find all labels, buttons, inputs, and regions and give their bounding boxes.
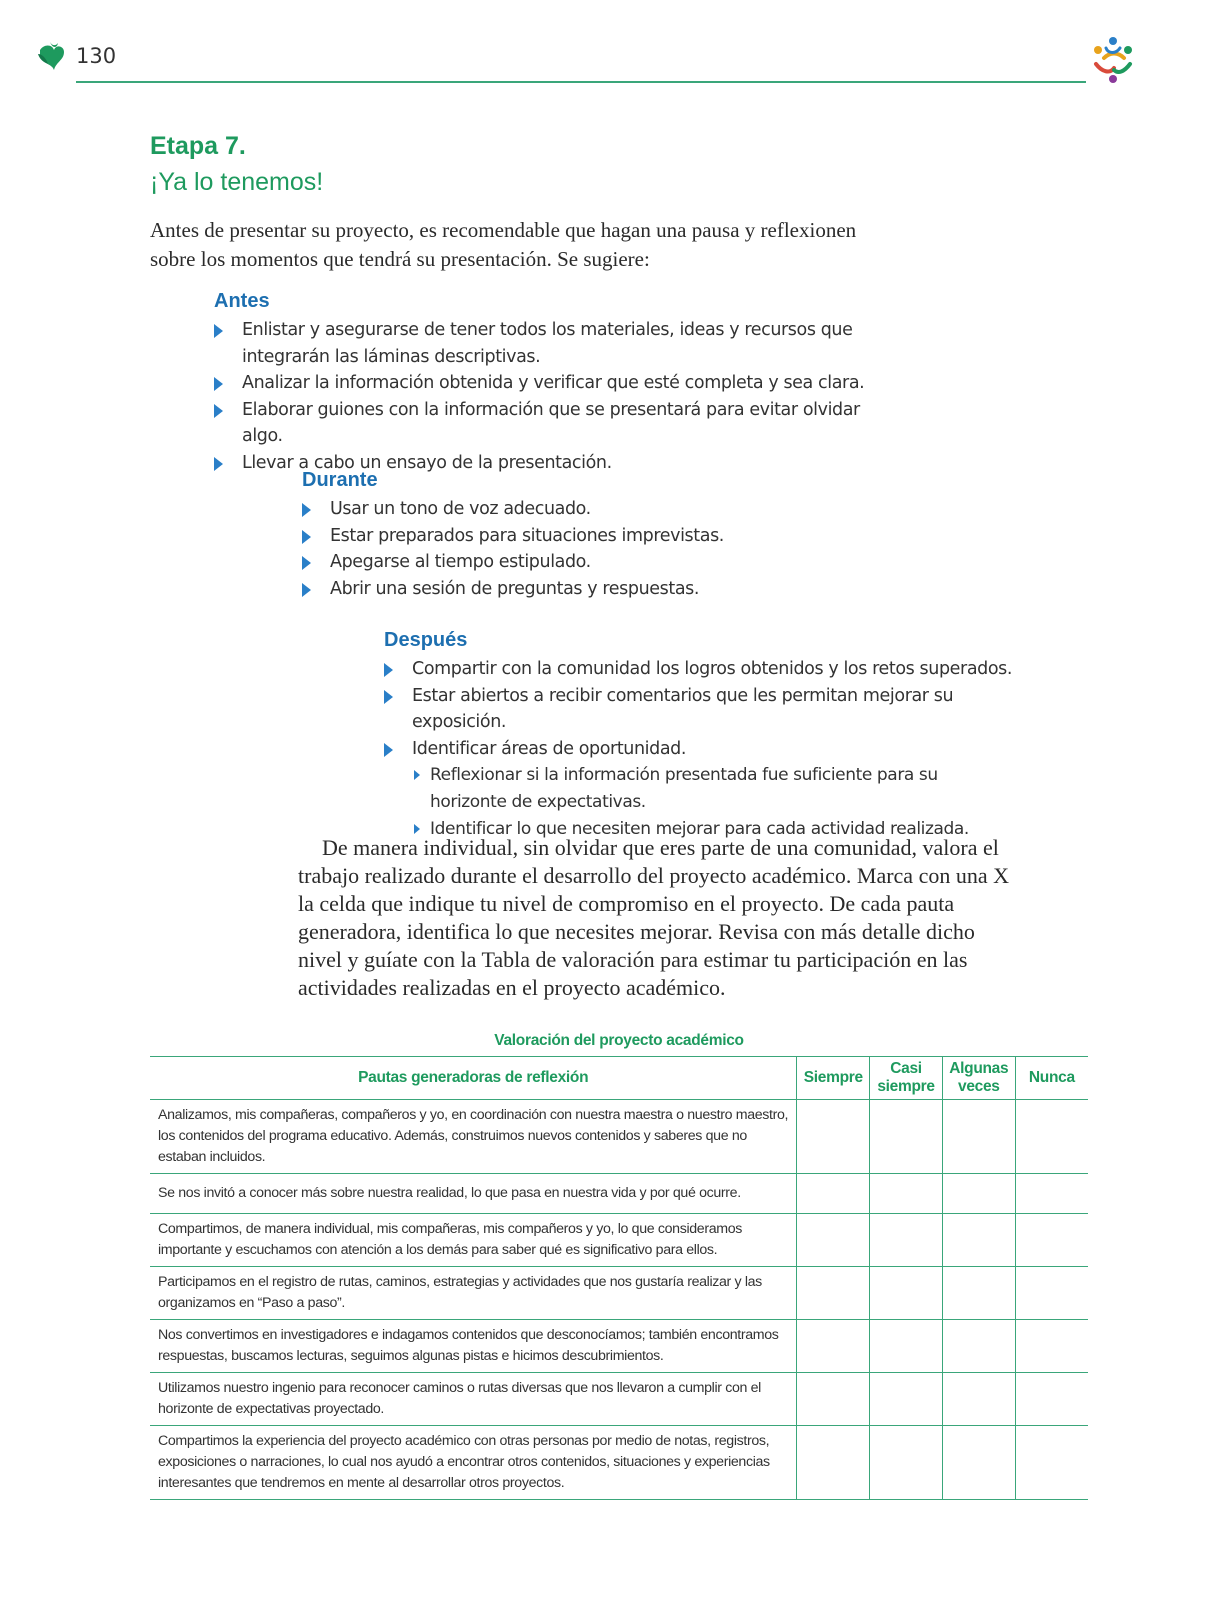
despues-sublist — [412, 762, 992, 843]
list-item: Enlistar y asegurarse de tener todos los materiales, ideas y recursos que integrarán las láminas descriptivas. — [214, 317, 894, 370]
section-despues — [384, 629, 1024, 843]
table-row — [150, 1373, 1088, 1426]
siempre-cell[interactable] — [797, 1320, 870, 1373]
list-item: Llevar a cabo un ensayo de la presentación. — [214, 450, 894, 477]
algunas-veces-cell[interactable] — [942, 1214, 1015, 1267]
evaluation-table — [150, 1056, 1088, 1500]
list-item: Analizar la información obtenida y verificar que esté completa y sea clara. — [214, 370, 894, 397]
nunca-cell[interactable] — [1015, 1174, 1088, 1214]
page-number: 130 — [76, 44, 117, 68]
list-item: Usar un tono de voz adecuado. — [302, 496, 922, 523]
list-item: Estar abiertos a recibir comentarios que les permitan mejorar su exposición. — [384, 683, 1024, 736]
bullet-triangle-icon — [214, 457, 223, 471]
siempre-cell[interactable] — [797, 1100, 870, 1174]
criterion-cell: Utilizamos nuestro ingenio para reconocer caminos o rutas diversas que nos llevaron a cumplir con el horizonte de expectativas proyectado. — [150, 1373, 797, 1426]
casi-siempre-cell[interactable] — [870, 1426, 943, 1500]
casi-siempre-cell[interactable] — [870, 1100, 943, 1174]
algunas-veces-cell[interactable] — [942, 1320, 1015, 1373]
algunas-veces-cell[interactable] — [942, 1426, 1015, 1500]
antes-list — [214, 317, 894, 476]
list-item: Identificar áreas de oportunidad. — [384, 736, 1024, 763]
siempre-cell[interactable] — [797, 1373, 870, 1426]
durante-list — [302, 496, 922, 602]
siempre-cell[interactable] — [797, 1267, 870, 1320]
header-casi-siempre: Casi siempre — [870, 1057, 943, 1100]
table-row — [150, 1267, 1088, 1320]
list-item: Estar preparados para situaciones imprevistas. — [302, 523, 922, 550]
reflection-paragraph: De manera individual, sin olvidar que eres parte de una comunidad, valora el trabajo realizado durante el desarrollo del proyecto académico. Marca con una X la celda que indique tu nivel de compromiso en el proyecto. De cada pauta generadora, identifica lo que necesites mejorar. Revisa con más detalle dicho nivel y guíate con la Tabla de valoración para estimar tu participación en las actividades realizadas en el proyecto académico. — [298, 835, 1009, 1000]
table-row — [150, 1320, 1088, 1373]
table-caption: Valoración del proyecto académico — [494, 1032, 744, 1049]
algunas-veces-cell[interactable] — [942, 1100, 1015, 1174]
criterion-cell: Compartimos, de manera individual, mis compañeras, mis compañeros y yo, lo que consideramos importante y escuchamos con atención a los demás para saber qué es significativo para ellos. — [150, 1214, 797, 1267]
book-sprout-logo-icon — [36, 40, 68, 74]
section-heading-despues: Después — [384, 629, 468, 651]
nunca-cell[interactable] — [1015, 1267, 1088, 1320]
nunca-cell[interactable] — [1015, 1426, 1088, 1500]
table-row — [150, 1100, 1088, 1174]
bullet-triangle-icon — [302, 556, 311, 570]
table-row — [150, 1214, 1088, 1267]
siempre-cell[interactable] — [797, 1214, 870, 1267]
bullet-triangle-icon — [384, 663, 393, 677]
bullet-triangle-icon — [302, 583, 311, 597]
algunas-veces-cell[interactable] — [942, 1267, 1015, 1320]
header-siempre: Siempre — [797, 1057, 870, 1100]
section-antes — [214, 290, 894, 476]
table-header-row — [150, 1057, 1088, 1100]
list-item: Abrir una sesión de preguntas y respuestas. — [302, 576, 922, 603]
list-item: Apegarse al tiempo estipulado. — [302, 549, 922, 576]
nunca-cell[interactable] — [1015, 1373, 1088, 1426]
casi-siempre-cell[interactable] — [870, 1320, 943, 1373]
intro-paragraph: Antes de presentar su proyecto, es recomendable que hagan una pausa y reflexionen sobre los momentos que tendrá su presentación. Se sugiere: — [150, 218, 857, 271]
table-row — [150, 1426, 1088, 1500]
algunas-veces-cell[interactable] — [942, 1174, 1015, 1214]
list-item: Elaborar guiones con la información que se presentará para evitar olvidar algo. — [214, 397, 894, 450]
algunas-veces-cell[interactable] — [942, 1373, 1015, 1426]
bullet-triangle-icon — [384, 690, 393, 704]
community-people-logo-icon — [1086, 34, 1140, 86]
bullet-triangle-icon — [302, 503, 311, 517]
siempre-cell[interactable] — [797, 1174, 870, 1214]
list-item: Identificar lo que necesiten mejorar para cada actividad realizada. — [412, 816, 992, 843]
nunca-cell[interactable] — [1015, 1320, 1088, 1373]
header-divider — [76, 81, 1086, 83]
header-criteria: Pautas generadoras de reflexión — [150, 1057, 797, 1100]
bullet-triangle-icon — [214, 324, 223, 338]
nunca-cell[interactable] — [1015, 1100, 1088, 1174]
nunca-cell[interactable] — [1015, 1214, 1088, 1267]
criterion-cell: Nos convertimos en investigadores e indagamos contenidos que desconocíamos; también encontramos respuestas, buscamos lecturas, seguimos algunas pistas e hicimos descubrimientos. — [150, 1320, 797, 1373]
siempre-cell[interactable] — [797, 1426, 870, 1500]
despues-list — [384, 656, 1024, 762]
section-durante — [302, 469, 922, 602]
header-nunca: Nunca — [1015, 1057, 1088, 1100]
bullet-triangle-icon — [214, 377, 223, 391]
criterion-cell: Se nos invitó a conocer más sobre nuestra realidad, lo que pasa en nuestra vida y por qué ocurre. — [150, 1174, 797, 1214]
stage-subtitle: ¡Ya lo tenemos! — [150, 168, 324, 196]
list-item: Compartir con la comunidad los logros obtenidos y los retos superados. — [384, 656, 1024, 683]
bullet-triangle-icon — [384, 743, 393, 757]
list-item: Reflexionar si la información presentada fue suficiente para su horizonte de expectativas. — [412, 762, 992, 816]
stage-title: Etapa 7. — [150, 132, 246, 160]
bullet-small-triangle-icon — [414, 770, 420, 780]
header-algunas-veces: Algunas veces — [942, 1057, 1015, 1100]
casi-siempre-cell[interactable] — [870, 1267, 943, 1320]
criterion-cell: Analizamos, mis compañeras, compañeros y yo, en coordinación con nuestra maestra o nuestro maestro, los contenidos del programa educativo. Además, construimos nuevos contenidos y saberes que no estaban incluidos. — [150, 1100, 797, 1174]
section-heading-antes: Antes — [214, 290, 270, 312]
casi-siempre-cell[interactable] — [870, 1214, 943, 1267]
casi-siempre-cell[interactable] — [870, 1373, 943, 1426]
bullet-triangle-icon — [214, 404, 223, 418]
casi-siempre-cell[interactable] — [870, 1174, 943, 1214]
bullet-small-triangle-icon — [414, 824, 420, 834]
section-heading-durante: Durante — [302, 469, 378, 491]
bullet-triangle-icon — [302, 530, 311, 544]
table-row — [150, 1174, 1088, 1214]
criterion-cell: Participamos en el registro de rutas, caminos, estrategias y actividades que nos gustaría realizar y las organizamos en “Paso a paso”. — [150, 1267, 797, 1320]
criterion-cell: Compartimos la experiencia del proyecto académico con otras personas por medio de notas, registros, exposiciones o narraciones, lo cual nos ayudó a encontrar otros contenidos, situaciones y experiencias interesantes que tendremos en mente al desarrollar otros proyectos. — [150, 1426, 797, 1500]
